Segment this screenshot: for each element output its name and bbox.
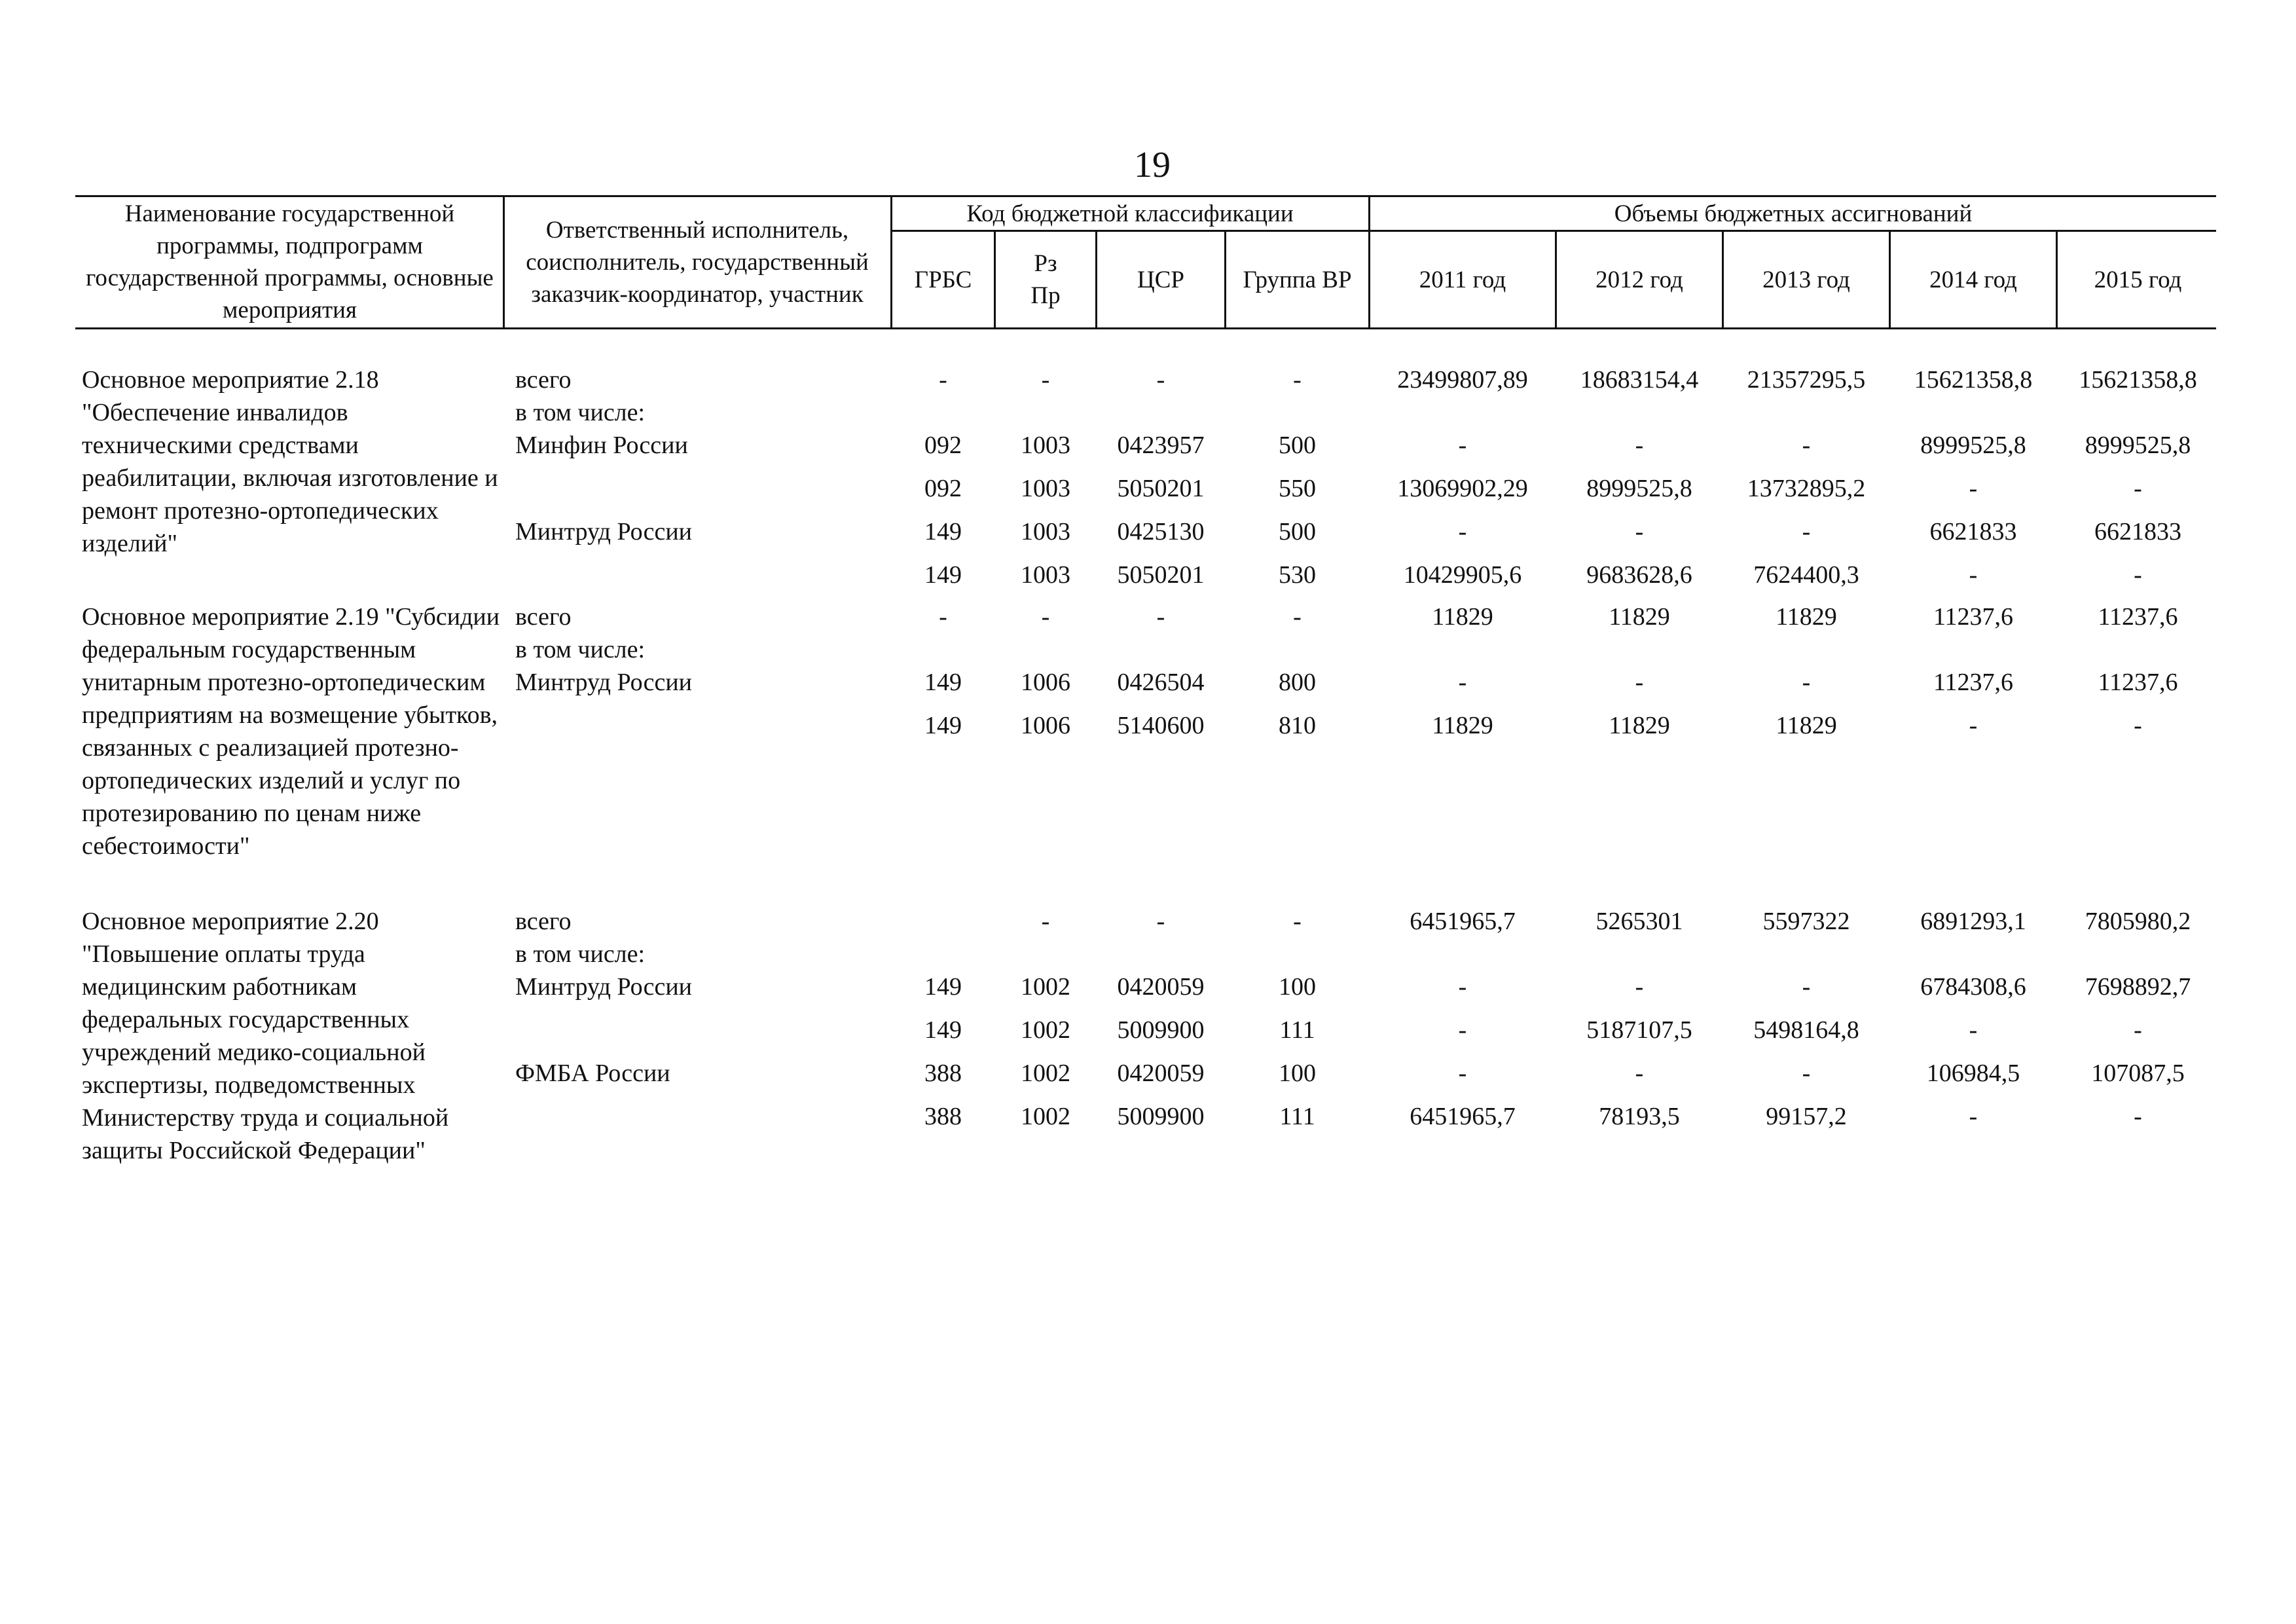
row-value-2013: -: [1802, 518, 1811, 545]
row-csr: 5009900: [1117, 1103, 1205, 1130]
row-vr-group: 100: [1279, 973, 1316, 1001]
row-value-2014: 11237,6: [1933, 669, 2014, 696]
row-csr: 5140600: [1117, 712, 1205, 739]
row-vr-group: 810: [1279, 712, 1316, 739]
including-label: в том числе:: [515, 399, 646, 426]
row-value-2013: 11829: [1776, 712, 1837, 739]
total-csr: -: [1156, 603, 1165, 631]
row-value-2012: 5187107,5: [1586, 1016, 1692, 1044]
row-vr-group: 500: [1279, 432, 1316, 459]
total-csr: -: [1156, 908, 1165, 935]
row-value-2014: 8999525,8: [1920, 432, 2026, 459]
header-year-2015: 2015 год: [2094, 266, 2182, 293]
row-value-2011: -: [1458, 1016, 1467, 1044]
row-value-2015: -: [2134, 561, 2142, 589]
row-value-2012: -: [1635, 432, 1644, 459]
row-vr-group: 500: [1279, 518, 1316, 545]
total-rz-pr: -: [1041, 603, 1050, 631]
row-value-2012: -: [1635, 973, 1644, 1001]
total-label: всего: [515, 603, 572, 631]
row-csr: 0423957: [1117, 432, 1205, 459]
activity-description: Основное мероприятие 2.18 "Обеспечение инвалидов техническими средствами реабилитации, включая изготовление и ремонт протезно-ортопедических изделий": [82, 366, 498, 557]
header-budget-code: Код бюджетной классификации: [966, 200, 1294, 227]
total-value-2014: 6891293,1: [1920, 908, 2026, 935]
row-value-2013: 99157,2: [1766, 1103, 1847, 1130]
header-rz: Рз: [1034, 250, 1057, 277]
executor-name: ФМБА России: [515, 1060, 670, 1087]
row-rz-pr: 1002: [1021, 973, 1070, 1001]
header-year-2014: 2014 год: [1929, 266, 2017, 293]
row-csr: 0420059: [1117, 973, 1205, 1001]
total-rz-pr: -: [1041, 908, 1050, 935]
header-divider: [503, 195, 505, 329]
row-grbs: 092: [924, 475, 962, 502]
total-rz-pr: -: [1041, 366, 1050, 394]
row-rz-pr: 1002: [1021, 1103, 1070, 1130]
header-year-2011: 2011 год: [1419, 266, 1506, 293]
total-grbs: -: [939, 603, 947, 631]
row-value-2013: -: [1802, 432, 1811, 459]
executor-name: Минфин России: [515, 432, 688, 459]
activity-description: Основное мероприятие 2.19 "Субсидии федеральным государственным унитарным протезно-ортопедическим предприятиям на возмещение убытков, связанных с реализацией протезно-ортопедических изделий и услуг по протезированию по ценам ниже себестоимости": [82, 603, 500, 860]
row-value-2011: -: [1458, 973, 1467, 1001]
row-value-2012: 11829: [1609, 712, 1670, 739]
row-value-2011: -: [1458, 669, 1467, 696]
row-rz-pr: 1002: [1021, 1060, 1070, 1087]
row-value-2015: 7698892,7: [2085, 973, 2191, 1001]
header-name-column: Наименование государственной программы, подпрограмм государственной программы, основные мероприятия: [86, 200, 494, 323]
row-value-2014: -: [1969, 712, 1978, 739]
row-rz-pr: 1006: [1021, 669, 1070, 696]
row-value-2012: 8999525,8: [1586, 475, 1692, 502]
header-year-2012: 2012 год: [1595, 266, 1683, 293]
total-value-2011: 23499807,89: [1397, 366, 1528, 394]
row-value-2014: -: [1969, 561, 1978, 589]
row-value-2013: 7624400,3: [1753, 561, 1859, 589]
row-value-2011: 6451965,7: [1410, 1103, 1516, 1130]
row-vr-group: 550: [1279, 475, 1316, 502]
row-vr-group: 111: [1279, 1016, 1315, 1044]
row-value-2011: -: [1458, 432, 1467, 459]
row-rz-pr: 1003: [1021, 432, 1070, 459]
activity-description: Основное мероприятие 2.20 "Повышение оплаты труда медицинским работникам федеральных государственных учреждений медико-социальной экспертизы, подведомственных Министерству труда и социальной защиты Российской Федерации": [82, 908, 449, 1164]
total-value-2015: 11237,6: [2098, 603, 2178, 631]
row-value-2013: -: [1802, 1060, 1811, 1087]
header-vr: Группа ВР: [1243, 266, 1352, 293]
row-grbs: 388: [924, 1060, 962, 1087]
row-value-2015: 107087,5: [2091, 1060, 2185, 1087]
row-value-2011: -: [1458, 1060, 1467, 1087]
row-csr: 0425130: [1117, 518, 1205, 545]
row-value-2015: 8999525,8: [2085, 432, 2191, 459]
row-grbs: 149: [924, 561, 962, 589]
row-csr: 0426504: [1117, 669, 1205, 696]
total-value-2012: 5265301: [1595, 908, 1683, 935]
row-rz-pr: 1006: [1021, 712, 1070, 739]
row-grbs: 149: [924, 669, 962, 696]
including-label: в том числе:: [515, 940, 646, 968]
total-grbs: -: [939, 366, 947, 394]
header-grbs: ГРБС: [914, 266, 972, 293]
row-value-2012: -: [1635, 1060, 1644, 1087]
row-value-2015: -: [2134, 475, 2142, 502]
total-label: всего: [515, 366, 572, 394]
including-label: в том числе:: [515, 636, 646, 663]
row-csr: 0420059: [1117, 1060, 1205, 1087]
row-grbs: 149: [924, 518, 962, 545]
total-label: всего: [515, 908, 572, 935]
header-year-2013: 2013 год: [1762, 266, 1850, 293]
total-value-2013: 11829: [1776, 603, 1837, 631]
total-value-2011: 6451965,7: [1410, 908, 1516, 935]
header-bottom-rule: [75, 327, 2216, 329]
header-volumes: Объемы бюджетных ассигнований: [1614, 200, 1973, 227]
executor-name: Минтруд России: [515, 973, 693, 1001]
row-value-2013: 5498164,8: [1753, 1016, 1859, 1044]
total-value-2015: 15621358,8: [2079, 366, 2197, 394]
total-value-2012: 11829: [1609, 603, 1670, 631]
row-value-2011: 10429905,6: [1403, 561, 1522, 589]
row-vr-group: 100: [1279, 1060, 1316, 1087]
row-value-2011: -: [1458, 518, 1467, 545]
total-value-2011: 11829: [1432, 603, 1493, 631]
row-value-2015: -: [2134, 1016, 2142, 1044]
row-csr: 5050201: [1117, 475, 1205, 502]
header-rz-pr: [996, 232, 1095, 327]
row-vr-group: 530: [1279, 561, 1316, 589]
row-vr-group: 800: [1279, 669, 1316, 696]
total-value-2014: 11237,6: [1933, 603, 2014, 631]
row-value-2013: -: [1802, 669, 1811, 696]
row-value-2015: -: [2134, 712, 2142, 739]
row-grbs: 149: [924, 973, 962, 1001]
row-value-2015: 11237,6: [2098, 669, 2178, 696]
total-value-2014: 15621358,8: [1914, 366, 2033, 394]
row-value-2012: 78193,5: [1599, 1103, 1680, 1130]
row-value-2014: 106984,5: [1926, 1060, 2020, 1087]
row-value-2013: 13732895,2: [1747, 475, 1866, 502]
total-value-2012: 18683154,4: [1580, 366, 1699, 394]
row-grbs: 149: [924, 712, 962, 739]
header-csr: ЦСР: [1137, 266, 1184, 293]
total-vr-group: -: [1293, 908, 1302, 935]
row-value-2012: -: [1635, 669, 1644, 696]
total-value-2013: 5597322: [1762, 908, 1850, 935]
row-csr: 5009900: [1117, 1016, 1205, 1044]
row-value-2012: 9683628,6: [1586, 561, 1692, 589]
row-value-2014: 6621833: [1929, 518, 2017, 545]
total-vr-group: -: [1293, 603, 1302, 631]
header-executor-column: Ответственный исполнитель, соисполнитель, государственный заказчик-координатор, участник: [526, 216, 869, 308]
row-csr: 5050201: [1117, 561, 1205, 589]
page-number: 19: [1134, 145, 1171, 185]
row-value-2011: 13069902,29: [1397, 475, 1528, 502]
row-value-2011: 11829: [1432, 712, 1493, 739]
row-rz-pr: 1002: [1021, 1016, 1070, 1044]
row-value-2015: -: [2134, 1103, 2142, 1130]
executor-name: Минтруд России: [515, 669, 693, 696]
total-csr: -: [1156, 366, 1165, 394]
row-grbs: 092: [924, 432, 962, 459]
row-value-2015: 6621833: [2094, 518, 2181, 545]
header-pr: Пр: [1030, 282, 1061, 309]
row-rz-pr: 1003: [1021, 475, 1070, 502]
row-value-2014: -: [1969, 1016, 1978, 1044]
executor-name: Минтруд России: [515, 518, 693, 545]
row-value-2013: -: [1802, 973, 1811, 1001]
total-value-2015: 7805980,2: [2085, 908, 2191, 935]
row-value-2014: 6784308,6: [1920, 973, 2026, 1001]
row-grbs: 388: [924, 1103, 962, 1130]
row-value-2014: -: [1969, 1103, 1978, 1130]
row-value-2012: -: [1635, 518, 1644, 545]
row-rz-pr: 1003: [1021, 561, 1070, 589]
total-value-2013: 21357295,5: [1747, 366, 1866, 394]
row-value-2014: -: [1969, 475, 1978, 502]
total-vr-group: -: [1293, 366, 1302, 394]
row-grbs: 149: [924, 1016, 962, 1044]
row-rz-pr: 1003: [1021, 518, 1070, 545]
row-vr-group: 111: [1279, 1103, 1315, 1130]
